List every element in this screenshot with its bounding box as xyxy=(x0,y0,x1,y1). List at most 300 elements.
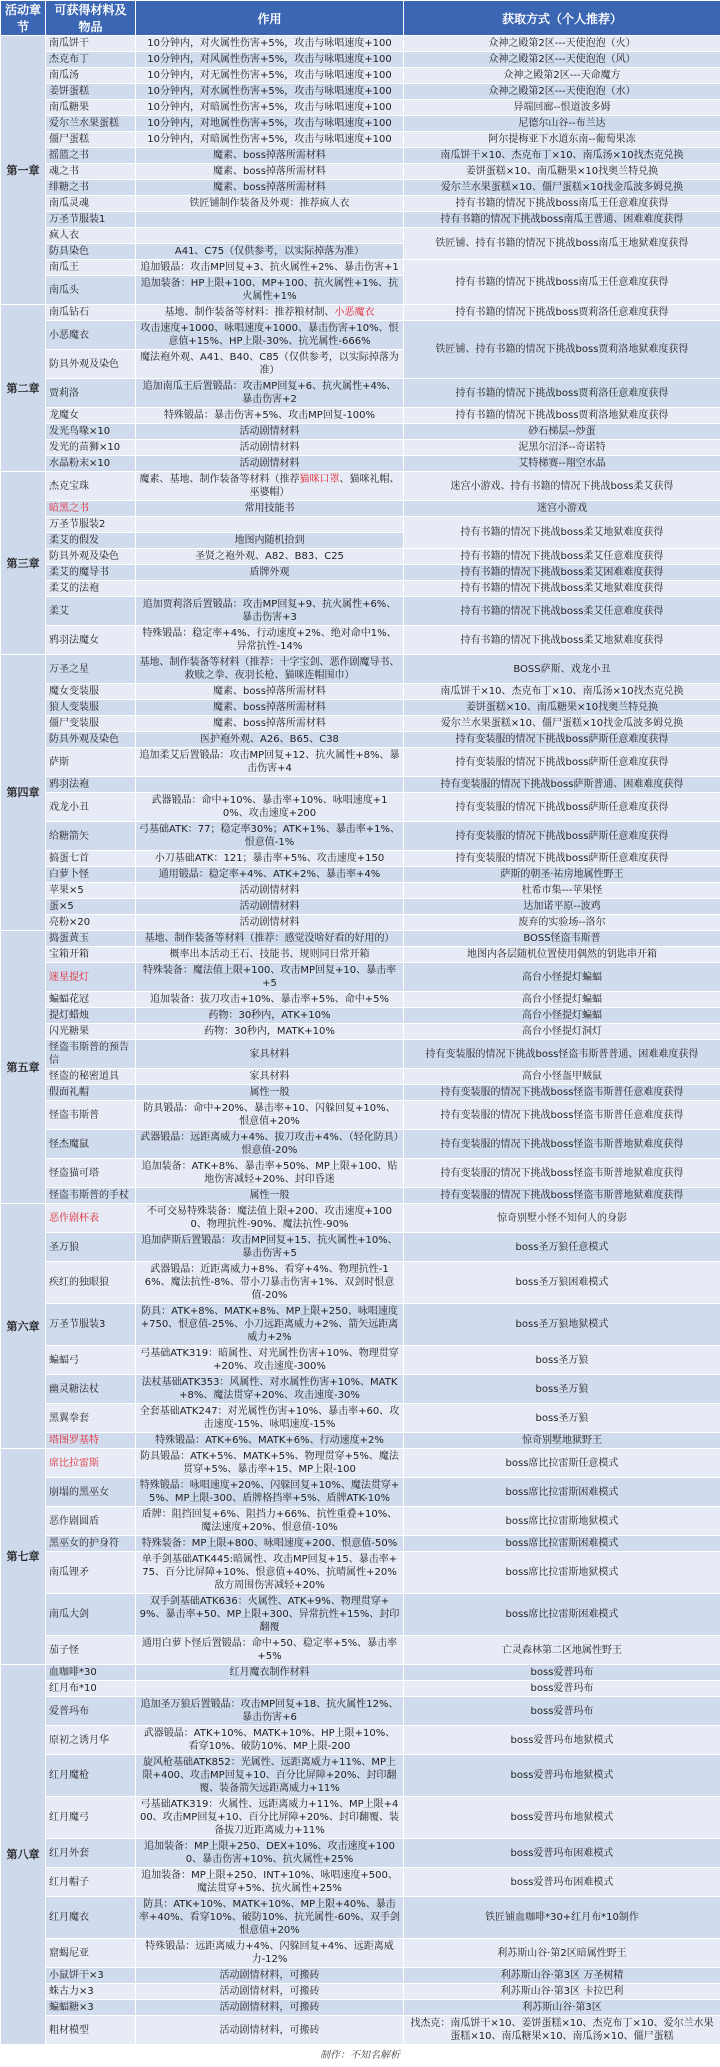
cell-text: 小鼠饼干×3 xyxy=(49,1970,104,1981)
cell-text: 追加贾莉洛后置锻晶：攻击MP回复+9、抗火属性+6%、暴击伤害+3 xyxy=(143,599,397,623)
cell-text: 蝙蝠弓 xyxy=(49,1355,79,1366)
table-row xyxy=(1,260,720,276)
source-cell xyxy=(404,36,720,52)
effect-cell xyxy=(136,992,404,1008)
source-cell xyxy=(404,1101,720,1130)
cell-text: BOSS怪盗韦斯普 xyxy=(523,933,600,944)
cell-text: boss席比拉雷斯地狱模式 xyxy=(506,1516,619,1527)
table-row xyxy=(1,915,720,931)
header-items: 可获得材料及物品 xyxy=(46,1,136,36)
source-cell xyxy=(404,1681,720,1697)
source-cell xyxy=(404,963,720,992)
cell-text: 给糖箭矢 xyxy=(49,831,89,842)
cell-text: 持有变装服的情况下挑战boss萨斯任意难度获得 xyxy=(456,802,669,813)
cell-text: 追加装备：MP上限+250、DEX+10%、攻击速度+1000、暴击伤害+10%、抗火属性+25% xyxy=(144,1841,395,1865)
item-name-cell xyxy=(46,867,136,883)
cell-text: 武器锻晶：命中+10%、暴击率+10%、咏唱速度+10%、攻击速度+200 xyxy=(152,795,388,819)
cell-text: 柔艾的假发 xyxy=(49,535,99,546)
cell-text: 利苏斯山谷·第2区暗属性野王 xyxy=(497,1948,627,1959)
cell-text: 南瓜饼干×10、杰克布丁×10、南瓜汤×10找杰克兑换 xyxy=(440,686,683,697)
cell-text: 粗材模型 xyxy=(49,2025,89,2036)
source-cell xyxy=(404,196,720,212)
source-cell xyxy=(404,148,720,164)
item-name-cell xyxy=(46,732,136,748)
cell-text: 红月魔衣 xyxy=(49,1912,89,1923)
table-row xyxy=(1,321,720,350)
effect-cell xyxy=(136,777,404,793)
cell-text: 黑巫女的护身符 xyxy=(49,1538,119,1549)
item-name-cell xyxy=(46,1375,136,1404)
item-name-cell xyxy=(46,1552,136,1594)
table-body xyxy=(1,36,720,2045)
table-row xyxy=(1,822,720,851)
item-name-cell xyxy=(46,440,136,456)
effect-cell xyxy=(136,655,404,684)
source-cell xyxy=(404,1008,720,1024)
source-cell xyxy=(404,915,720,931)
highlighted-text: 恶作剧杯表 xyxy=(49,1213,99,1224)
cell-text: 活动剧情材料，可搬砖 xyxy=(220,2002,320,2013)
effect-cell xyxy=(136,305,404,321)
cell-text: 茄子怪 xyxy=(49,1645,79,1656)
table-row xyxy=(1,472,720,501)
cell-text: 南瓜糖果 xyxy=(49,102,89,113)
effect-cell xyxy=(136,456,404,472)
cell-text: 10分钟内，对地属性伤害+5%，攻击与咏唱速度+100 xyxy=(147,118,391,129)
cell-text: 南瓜大剑 xyxy=(49,1609,89,1620)
table-row xyxy=(1,1797,720,1839)
effect-cell xyxy=(136,748,404,777)
source-cell xyxy=(404,456,720,472)
cell-text: boss圣万狼 xyxy=(536,1384,589,1395)
item-name-cell xyxy=(46,1726,136,1755)
source-cell xyxy=(404,1507,720,1536)
cell-text: boss爱普玛布地狱模式 xyxy=(511,1735,614,1746)
source-cell xyxy=(404,793,720,822)
cell-text: 持有书籍的情况下挑战boss贾莉洛地狱难度获得 xyxy=(456,410,669,421)
source-cell xyxy=(404,260,720,305)
effect-cell xyxy=(136,132,404,148)
cell-text: 攻击速度+1000、咏唱速度+1000、暴击伤害+10%、恨意值+15%、HP上限-30%、抗光属性-666% xyxy=(140,323,398,347)
cell-text: 萨斯 xyxy=(49,757,69,768)
source-cell xyxy=(404,1304,720,1346)
cell-text: 小恶魔衣 xyxy=(49,330,89,341)
source-cell xyxy=(404,132,720,148)
item-name-cell xyxy=(46,549,136,565)
cell-text: 红月帽子 xyxy=(49,1877,89,1888)
source-cell xyxy=(404,1204,720,1233)
cell-text: 高台小怪盔甲贼鼠 xyxy=(522,1071,602,1082)
item-name-cell xyxy=(46,851,136,867)
effect-cell xyxy=(136,1346,404,1375)
cell-text: 防具：ATK+8%、MATK+8%、MP上限+250、咏唱速度+750、恨意值-25%、小刀远距离威力+2%、箭矢远距离威力+2% xyxy=(141,1306,399,1343)
cell-text: 迷宫小游戏 xyxy=(537,503,587,514)
cell-text: 僵尸蛋糕 xyxy=(49,134,89,145)
table-row xyxy=(1,1868,720,1897)
table-row xyxy=(1,116,720,132)
cell-text: 圣万狼 xyxy=(49,1242,79,1253)
cell-text: 铁匠铺血咖啡*30+红月布*10制作 xyxy=(485,1912,639,1923)
cell-text: 追加装备：MP上限+250、INT+10%、咏唱速度+500、魔法贯穿+5%、抗火属性+25% xyxy=(141,1870,398,1894)
effect-cell xyxy=(136,212,404,228)
item-name-cell xyxy=(46,1449,136,1478)
effect-cell xyxy=(136,1233,404,1262)
source-cell xyxy=(404,716,720,732)
source-cell xyxy=(404,581,720,597)
cell-text: 活动剧情材料 xyxy=(240,442,300,453)
source-cell xyxy=(404,1797,720,1839)
source-cell xyxy=(404,867,720,883)
item-name-cell xyxy=(46,1478,136,1507)
effect-cell xyxy=(136,1101,404,1130)
table-row xyxy=(1,883,720,899)
cell-text: 宝箱开箱 xyxy=(49,949,89,960)
source-cell xyxy=(404,1755,720,1797)
cell-text: 爱尔兰水果蛋糕 xyxy=(49,118,119,129)
effect-cell xyxy=(136,931,404,947)
item-name-cell xyxy=(46,1040,136,1069)
cell-text: 高台小怪提灯洞灯 xyxy=(522,1026,602,1037)
cell-text: 铁匠铺、持有书籍的情况下挑战boss贾莉洛地狱难度获得 xyxy=(436,344,689,355)
effect-cell xyxy=(136,1085,404,1101)
table-row xyxy=(1,1984,720,2000)
table-row xyxy=(1,716,720,732)
table-row xyxy=(1,196,720,212)
cell-text: 追加柔艾后置锻晶：攻击MP回复+12、抗火属性+8%、暴击伤害+4 xyxy=(139,750,399,774)
cell-text: 万圣节服装3 xyxy=(49,1319,105,1330)
effect-cell xyxy=(136,793,404,822)
cell-text: 防具锻晶：命中+20%、暴击率+10、闪躲回复+10%、恨意值+20% xyxy=(143,1103,395,1127)
source-cell xyxy=(404,52,720,68)
item-name-cell xyxy=(46,84,136,100)
cell-text: boss爱普玛布 xyxy=(531,1667,594,1678)
source-cell xyxy=(404,1233,720,1262)
table-row xyxy=(1,851,720,867)
table-row xyxy=(1,777,720,793)
table-row xyxy=(1,732,720,748)
effect-cell xyxy=(136,164,404,180)
table-row xyxy=(1,180,720,196)
cell-text: boss席比拉雷斯地狱模式 xyxy=(506,1567,619,1578)
item-name-cell xyxy=(46,1433,136,1449)
table-row xyxy=(1,1101,720,1130)
table-row xyxy=(1,899,720,915)
cell-text: 姜饼蛋糕×10、南瓜糖果×10找奥兰特兑换 xyxy=(466,702,658,713)
source-cell xyxy=(404,1536,720,1552)
cell-text: 双手剑基础ATK636：火属性、ATK+9%、物理贯穿+9%、暴击率+50、MP上限+300、异常抗性+15%、封印翻覆 xyxy=(140,1596,400,1633)
cell-text: 魔素、boss掉落所需材料 xyxy=(213,702,326,713)
cell-text: 特殊锻晶：ATK+6%、MATK+6%、行动速度+2% xyxy=(155,1435,384,1446)
item-name-cell xyxy=(46,565,136,581)
cell-text: 10分钟内，对暗属性伤害+5%，攻击与咏唱速度+100 xyxy=(147,134,391,145)
cell-text: 恶作剧圆盾 xyxy=(49,1516,99,1527)
cell-text: 活动剧情材料，可搬砖 xyxy=(220,1986,320,1997)
source-cell xyxy=(404,84,720,100)
cell-text: 红月外套 xyxy=(49,1848,89,1859)
cell-text: 特殊锻晶：远距离威力+4%、闪躲回复+4%、远距离威力-12% xyxy=(145,1941,394,1965)
source-cell xyxy=(404,732,720,748)
effect-cell xyxy=(136,883,404,899)
cell-text: 追加锻晶：攻击MP回复+3、抗火属性+2%、暴击伤害+1 xyxy=(140,262,398,273)
effect-cell xyxy=(136,1726,404,1755)
cell-text: 追加萨斯后置锻晶：攻击MP回复+15、抗火属性+10%、暴击伤害+5 xyxy=(141,1235,397,1259)
table-row xyxy=(1,947,720,963)
source-cell xyxy=(404,1346,720,1375)
table-row xyxy=(1,1697,720,1726)
cell-text: 惊奇别墅小怪不知何人的身影 xyxy=(497,1213,627,1224)
item-name-cell xyxy=(46,1536,136,1552)
item-name-cell xyxy=(46,116,136,132)
source-cell xyxy=(404,748,720,777)
effect-cell xyxy=(136,1681,404,1697)
effect-cell xyxy=(136,260,404,276)
effect-cell xyxy=(136,851,404,867)
effect-cell xyxy=(136,1262,404,1304)
source-cell xyxy=(404,851,720,867)
item-name-cell xyxy=(46,36,136,52)
cell-text: 属性一般 xyxy=(250,1087,290,1098)
cell-text: 法杖基础ATK353：风属性、对水属性伤害+10%、MATK+8%、魔法贯穿+20%、攻击速度-30% xyxy=(142,1377,398,1401)
cell-text: 迷宫小游戏、持有书籍的情况下挑战boss柔艾获得 xyxy=(451,481,674,492)
cell-text: 持有变装服的情况下挑战boss怪盗韦斯普任意难度获得 xyxy=(441,1087,684,1098)
item-name-cell xyxy=(46,472,136,501)
cell-text: 众神之殿第2区---天使泡泡（火） xyxy=(488,38,635,49)
cell-text: 持有书籍的情况下挑战boss柔艾地狱难度获得 xyxy=(461,583,664,594)
item-name-cell xyxy=(46,1939,136,1968)
effect-cell xyxy=(136,1040,404,1069)
effect-cell xyxy=(136,1536,404,1552)
item-name-cell xyxy=(46,100,136,116)
chapter-cell: 第六章 xyxy=(1,1204,46,1449)
effect-cell xyxy=(136,350,404,379)
source-cell xyxy=(404,472,720,501)
cell-text: 铁匠铺制作装备及外观：推荐疯人衣 xyxy=(190,198,350,209)
cell-text: boss爱普玛布困难模式 xyxy=(511,1877,614,1888)
source-cell xyxy=(404,2016,720,2045)
effect-cell xyxy=(136,1204,404,1233)
cell-text: 、猫咪礼帽、巫婆帽） xyxy=(250,474,400,498)
effect-cell xyxy=(136,1797,404,1839)
cell-text: 高台小怪提灯蝙蝠 xyxy=(522,1010,602,1021)
cell-text: 爱尔兰水果蛋糕×10、僵尸蛋糕×10找金瓜波多姆兑换 xyxy=(441,718,683,729)
item-name-cell xyxy=(46,1024,136,1040)
effect-cell xyxy=(136,1968,404,1984)
item-name-cell xyxy=(46,321,136,350)
cell-text: 持有变装服的情况下挑战boss萨斯普通、困难难度获得 xyxy=(441,779,684,790)
table-row xyxy=(1,1939,720,1968)
cell-text: BOSS萨斯、戏龙小丑 xyxy=(513,664,610,675)
cell-text: 魔素、boss掉落所需材料 xyxy=(213,150,326,161)
item-name-cell xyxy=(46,700,136,716)
effect-cell xyxy=(136,517,404,533)
chapter-cell: 第八章 xyxy=(1,1665,46,2045)
cell-text: 水晶粉末×10 xyxy=(49,458,110,469)
cell-text: 摇篮之书 xyxy=(49,150,89,161)
item-name-cell xyxy=(46,2016,136,2045)
cell-text: 南瓜钻石 xyxy=(49,307,89,318)
source-cell xyxy=(404,1726,720,1755)
cell-text: 活动剧情材料 xyxy=(240,458,300,469)
cell-text: 弓基础ATK：77；稳定率30%；ATK+1%、暴击率+1%、恨意值-1% xyxy=(139,824,400,848)
cell-text: 万圣节服装2 xyxy=(49,519,105,530)
cell-text: 原初之诱月华 xyxy=(49,1735,109,1746)
effect-cell xyxy=(136,321,404,350)
item-name-cell xyxy=(46,1130,136,1159)
table-row xyxy=(1,84,720,100)
cell-text: 魔素、boss掉落所需材料 xyxy=(213,686,326,697)
cell-text: 魔女变装服 xyxy=(49,686,99,697)
table-row xyxy=(1,68,720,84)
cell-text: 10分钟内，对无属性伤害+5%，攻击与咏唱速度+100 xyxy=(147,70,391,81)
cell-text: 亡灵森林第二区地属性野王 xyxy=(502,1645,622,1656)
highlighted-text: 迷星提灯 xyxy=(49,972,89,983)
cell-text: 万圣节服装1 xyxy=(49,214,105,225)
cell-text: 药物：30秒内，ATK+10% xyxy=(208,1010,330,1021)
cell-text: 怪盗猫可塔 xyxy=(49,1168,99,1179)
item-name-cell xyxy=(46,992,136,1008)
source-cell xyxy=(404,1404,720,1433)
source-cell xyxy=(404,822,720,851)
table-row xyxy=(1,36,720,52)
item-name-cell xyxy=(46,52,136,68)
source-cell xyxy=(404,1375,720,1404)
effect-cell xyxy=(136,52,404,68)
item-name-cell xyxy=(46,1404,136,1433)
source-cell xyxy=(404,1897,720,1939)
item-name-cell xyxy=(46,1159,136,1188)
item-name-cell xyxy=(46,379,136,408)
table-row xyxy=(1,1130,720,1159)
item-name-cell xyxy=(46,1968,136,1984)
effect-cell xyxy=(136,1478,404,1507)
source-cell xyxy=(404,68,720,84)
cell-text: 防具外观及染色 xyxy=(49,359,119,370)
effect-cell xyxy=(136,148,404,164)
cell-text: 旋风枪基础ATK852：光属性、远距离威力+11%、MP上限+400、攻击MP回复+10、百分比屏障+20%、封印翻覆、装备箭矢远距离威力+11% xyxy=(143,1757,397,1794)
item-name-cell xyxy=(46,1101,136,1130)
effect-cell xyxy=(136,1636,404,1665)
item-name-cell xyxy=(46,305,136,321)
cell-text: 10分钟内，对水属性伤害+5%，攻击与咏唱速度+100 xyxy=(147,86,391,97)
cell-text: 武器锻晶：远距离威力+4%、拔刀攻击+4%、（轻化防具）恨意值-20% xyxy=(140,1132,399,1156)
table-row xyxy=(1,1375,720,1404)
cell-text: 杜希市集---苹果怪 xyxy=(522,885,603,896)
source-cell xyxy=(404,565,720,581)
cell-text: 活动剧情材料 xyxy=(240,426,300,437)
item-name-cell xyxy=(46,1594,136,1636)
item-name-cell xyxy=(46,1188,136,1204)
source-cell xyxy=(404,899,720,915)
cell-text: 特殊锻晶：稳定率+4%、行动速度+2%、绝对命中1%、异常抗性-14% xyxy=(142,628,396,652)
source-cell xyxy=(404,1069,720,1085)
cell-text: 全套基础ATK247：对光属性伤害+10%、暴击率+60、攻击速度-15%、咏唱速度-15% xyxy=(140,1406,400,1430)
effect-cell xyxy=(136,626,404,655)
cell-text: 杰克宝珠 xyxy=(49,481,89,492)
cell-text: 尼德尔山谷--布兰达 xyxy=(518,118,605,129)
item-name-cell xyxy=(46,260,136,276)
table-row xyxy=(1,440,720,456)
cell-text: 弓基础ATK319：火属性、远距离威力+11%、MP上限+400、攻击MP回复+10、百分比屏障+20%、封印翻覆、装备拔刀近距离威力+11% xyxy=(140,1799,399,1836)
table-row xyxy=(1,1968,720,1984)
table-row xyxy=(1,1040,720,1069)
cell-text: 红月魔弓 xyxy=(49,1812,89,1823)
source-cell xyxy=(404,549,720,565)
table-row xyxy=(1,456,720,472)
cell-text: 家具材料 xyxy=(250,1049,290,1060)
cell-text: 怪盗韦斯普 xyxy=(49,1110,99,1121)
chapter-cell: 第一章 xyxy=(1,36,46,305)
cell-text: 血咖啡*30 xyxy=(49,1667,97,1678)
cell-text: 贾莉洛 xyxy=(49,388,79,399)
item-name-cell xyxy=(46,408,136,424)
cell-text: 怪盗韦斯普的手杖 xyxy=(49,1190,129,1201)
cell-text: 捣蛋黄玉 xyxy=(49,933,89,944)
source-cell xyxy=(404,116,720,132)
table-row xyxy=(1,1507,720,1536)
cell-text: 黑翼拳套 xyxy=(49,1413,89,1424)
table-row xyxy=(1,626,720,655)
item-name-cell xyxy=(46,2000,136,2016)
item-name-cell xyxy=(46,684,136,700)
item-name-cell xyxy=(46,1797,136,1839)
item-name-cell xyxy=(46,132,136,148)
effect-cell xyxy=(136,1375,404,1404)
cell-text: 疯人衣 xyxy=(49,230,79,241)
cell-text: 狼人变装服 xyxy=(49,702,99,713)
cell-text: 防具：ATK+10%、MATK+10%、MP上限+40%、暴击率+40%、看穿10%、破防10%、抗光属性-60%、双手剑恨意值+20% xyxy=(139,1899,400,1936)
item-name-cell xyxy=(46,501,136,517)
table-row xyxy=(1,1478,720,1507)
cell-text: 假面礼帽 xyxy=(49,1087,89,1098)
effect-cell xyxy=(136,533,404,549)
cell-text: 追加南瓜王后置锻晶：攻击MP回复+6、抗火属性+4%、暴击伤害+2 xyxy=(143,381,397,405)
effect-cell xyxy=(136,1868,404,1897)
cell-text: 特殊装备：MP上限+800、咏唱速度+200、恨意值-50% xyxy=(142,1538,397,1549)
cell-text: 通用白萝卜怪后置锻晶：命中+50、稳定率+5%、暴击率+5% xyxy=(142,1638,397,1662)
chapter-cell: 第二章 xyxy=(1,305,46,472)
effect-cell xyxy=(136,501,404,517)
item-name-cell xyxy=(46,1681,136,1697)
cell-text: 持有书籍的情况下挑战boss南瓜王任意难度获得 xyxy=(456,277,669,288)
source-cell xyxy=(404,424,720,440)
source-cell xyxy=(404,626,720,655)
cell-text: boss圣万狼 xyxy=(536,1413,589,1424)
cell-text: 防具锻晶：ATK+5%、MATK+5%、物理贯穿+5%、魔法贯穿+5%、暴击率+15、MP上限-100 xyxy=(140,1451,399,1475)
source-cell xyxy=(404,2000,720,2016)
source-cell xyxy=(404,1449,720,1478)
source-cell xyxy=(404,164,720,180)
table-row xyxy=(1,1552,720,1594)
header-chapter: 活动章节 xyxy=(1,1,46,36)
effect-cell xyxy=(136,228,404,244)
cell-text: 防具染色 xyxy=(49,246,89,257)
item-name-cell xyxy=(46,581,136,597)
effect-cell xyxy=(136,2000,404,2016)
source-cell xyxy=(404,1130,720,1159)
item-name-cell xyxy=(46,533,136,549)
cell-text: 小刀基础ATK：121；暴击率+5%、攻击速度+150 xyxy=(155,853,385,864)
cell-text: 活动剧情材料 xyxy=(240,901,300,912)
cell-text: 活动剧情材料 xyxy=(240,917,300,928)
table-row xyxy=(1,1433,720,1449)
source-cell xyxy=(404,655,720,684)
cell-text: 追加装备：拔刀攻击+10%、暴击率+5%、命中+5% xyxy=(150,994,389,1005)
cell-text: 地图内各层随机位置使用偶然的钥匙串开箱 xyxy=(467,949,657,960)
table-row xyxy=(1,1069,720,1085)
cell-text: 追加装备：HP上限+100、MP+100、抗火属性+1%、抗火属性+1% xyxy=(141,278,398,302)
effect-cell xyxy=(136,440,404,456)
header-effect: 作用 xyxy=(136,1,404,36)
